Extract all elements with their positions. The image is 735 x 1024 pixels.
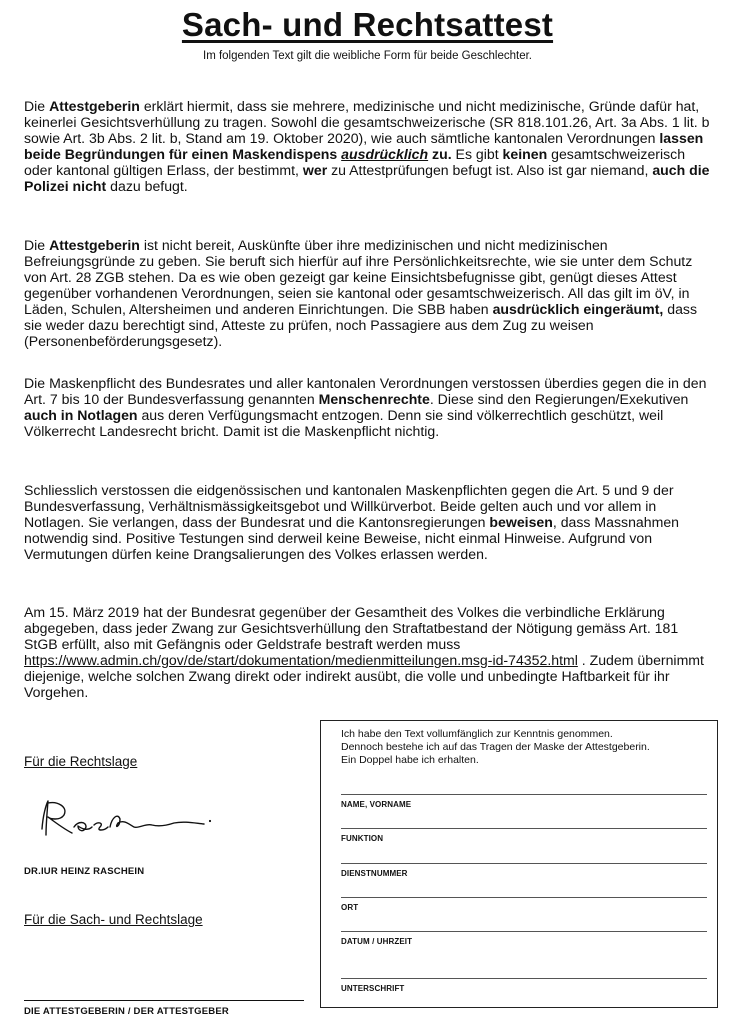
p1-bold-6: wer [302,162,328,178]
p2-bold-2: ausdrücklich eingeräumt, [492,301,664,317]
p2-text-2: ist nicht bereit, Auskünfte über ihre medizinischen und nicht medizinischen Befreiungsgründe zu geben. Sie beruft sich hierfür auf ihre Persönlichkeitsrechte, wie sie unter dem Schutz von Art. 28 ZGB stehen. Da es wie oben gezeigt gar keine Einsichtsbefugnisse gibt, genügt dieses Attest gegenüber vorhandenen Verordnungen, seien sie kantonal oder gesamtschweizerisch. All das gilt im öV, in Läden, Schulen, Altersheimen und anderen Einrichtungen. Die SBB haben [24,237,693,317]
field-function[interactable] [341,828,707,848]
p2-text-3: dass sie weder dazu berechtigt sind, Atteste zu prüfen, noch Passagiere aus dem Zug zu weisen (Personenbeförderungsgesetz). [24,301,697,349]
field-line [341,978,707,979]
field-service-number[interactable] [341,863,707,883]
document-title: Sach- und Rechtsattest [181,6,554,43]
paragraph-3 [24,375,714,439]
p1-text-1: Die [24,98,50,114]
paragraph-5 [24,604,714,700]
heading-factual-legal-situation: Für die Sach- und Rechtslage [24,912,203,927]
p1-bold-5: keinen [502,146,548,162]
signer-name: DR.IUR HEINZ RASCHEIN [24,866,145,877]
issuer-signature-line [24,1000,304,1001]
p1-text-8: dazu befugt. [106,178,188,194]
p1-text-6: gesamtschweizerisch oder kantonal gültigen Erlass, der bestimmt, [24,146,686,178]
field-line [341,931,707,932]
p2-text-1: Die [24,237,50,253]
heading-legal-situation: Für die Rechtslage [24,754,138,769]
paragraph-4 [24,482,714,562]
field-label-signature: UNTERSCHRIFT [341,984,405,993]
p3-text-3: aus deren Verfügungsmacht entzogen. Denn sie sind völkerrechtlich geschützt, weil Völkerrecht Landesrecht bricht. Damit ist die Maskenpflicht nichtig. [24,407,664,439]
field-label-service-number: DIENSTNUMMER [341,869,408,878]
p4-text-2: , dass Massnahmen notwendig sind. Positive Testungen sind derweil keine Beweise, nicht einmal Hinweise. Aufgrund von Vermutungen dürfen keine Drangsalierungen des Volkes erlassen werden. [24,514,679,562]
field-line [341,897,707,898]
p1-text-5: Es gibt [451,146,503,162]
p1-bold-3: ausdrücklich [341,146,429,162]
field-date-time[interactable] [341,931,707,951]
p1-bold-4: zu. [432,146,452,162]
p5-text-1: Am 15. März 2019 hat der Bundesrat gegenüber der Gesamtheit des Volkes die verbindliche Erklärung abgegeben, dass jeder Zwang zur Gesichtsverhüllung den Straftatbestand der Nötigung gemäss Art. 181 StGB erfüllt, also mit Gefängnis oder Geldstrafe bestraft werden muss [24,604,679,652]
p3-bold-1: Menschenrechte [318,391,430,407]
p3-text-2: . Diese sind den Regierungen/Exekutiven [429,391,689,407]
admin-ch-link[interactable]: https://www.admin.ch/gov/de/start/dokumentation/medienmitteilungen.msg-id-74352.html [24,652,578,668]
p4-text-1: Schliesslich verstossen die eidgenössischen und kantonalen Maskenpflichten gegen die Art. 5 und 9 der Bundesverfassung, Verhältnismässigkeitsgebot und Willkürverbot. Beide gelten auch und vor allem in Notlagen. Sie verlangen, dass der Bundesrat und die Kantonsregierungen [24,482,674,530]
paragraph-1 [24,98,714,194]
paragraph-2 [24,237,714,349]
handwritten-signature [34,793,224,843]
acknowledgement-box [320,720,718,1008]
field-signature[interactable] [341,978,707,998]
document-subtitle: Im folgenden Text gilt die weibliche Form für beide Geschlechter. [203,50,532,62]
ack-line-1: Ich habe den Text vollumfänglich zur Kenntnis genommen. [341,728,613,740]
field-label-name: NAME, VORNAME [341,800,412,809]
p5-text-2: . Zudem übernimmt diejenige, welche solchen Zwang direkt oder indirekt ausübt, die volle und unbedingte Haftbarkeit für ihr Vorgehen. [24,652,704,700]
field-line [341,828,707,829]
issuer-label: DIE ATTESTGEBERIN / DER ATTESTGEBER [24,1006,229,1017]
ack-line-3: Ein Doppel habe ich erhalten. [341,754,479,766]
p1-bold-1: Attestgeberin [49,98,140,114]
p1-text-2: erklärt hiermit, dass sie mehrere, medizinische und nicht medizinische, Gründe dafür hat, keinerlei Gesichtsverhüllung zu tragen. Sowohl die gesamtschweizerische (SR 818.101.26, Art. 3a Abs. 1 lit. b sowie Art. 3b Abs. 2 lit. b, Stand am 19. Oktober 2020), wie auch sämtliche kantonalen Verordnungen [24,98,710,146]
p3-bold-2: auch in Notlagen [24,407,138,423]
field-label-date-time: DATUM / UHRZEIT [341,937,413,946]
field-line [341,863,707,864]
p1-bold-2: lassen beide Begründungen für einen Maskendispens [24,130,704,162]
p4-bold-1: beweisen [489,514,553,530]
p1-text-7: zu Attestprüfungen befugt ist. Also ist gar niemand, [327,162,653,178]
p1-bold-7: auch die Polizei nicht [24,162,710,194]
field-name[interactable] [341,794,707,814]
p3-text-1: Die Maskenpflicht des Bundesrates und aller kantonalen Verordnungen verstossen überdies gegen die in den Art. 7 bis 10 der Bundesverfassung genannten [24,375,707,407]
ack-line-2: Dennoch bestehe ich auf das Tragen der Maske der Attestgeberin. [341,741,650,753]
field-line [341,794,707,795]
p2-bold-1: Attestgeberin [49,237,140,253]
acknowledgement-intro [341,728,711,767]
field-label-function: FUNKTION [341,834,384,843]
field-label-place: ORT [341,903,359,912]
field-place[interactable] [341,897,707,917]
